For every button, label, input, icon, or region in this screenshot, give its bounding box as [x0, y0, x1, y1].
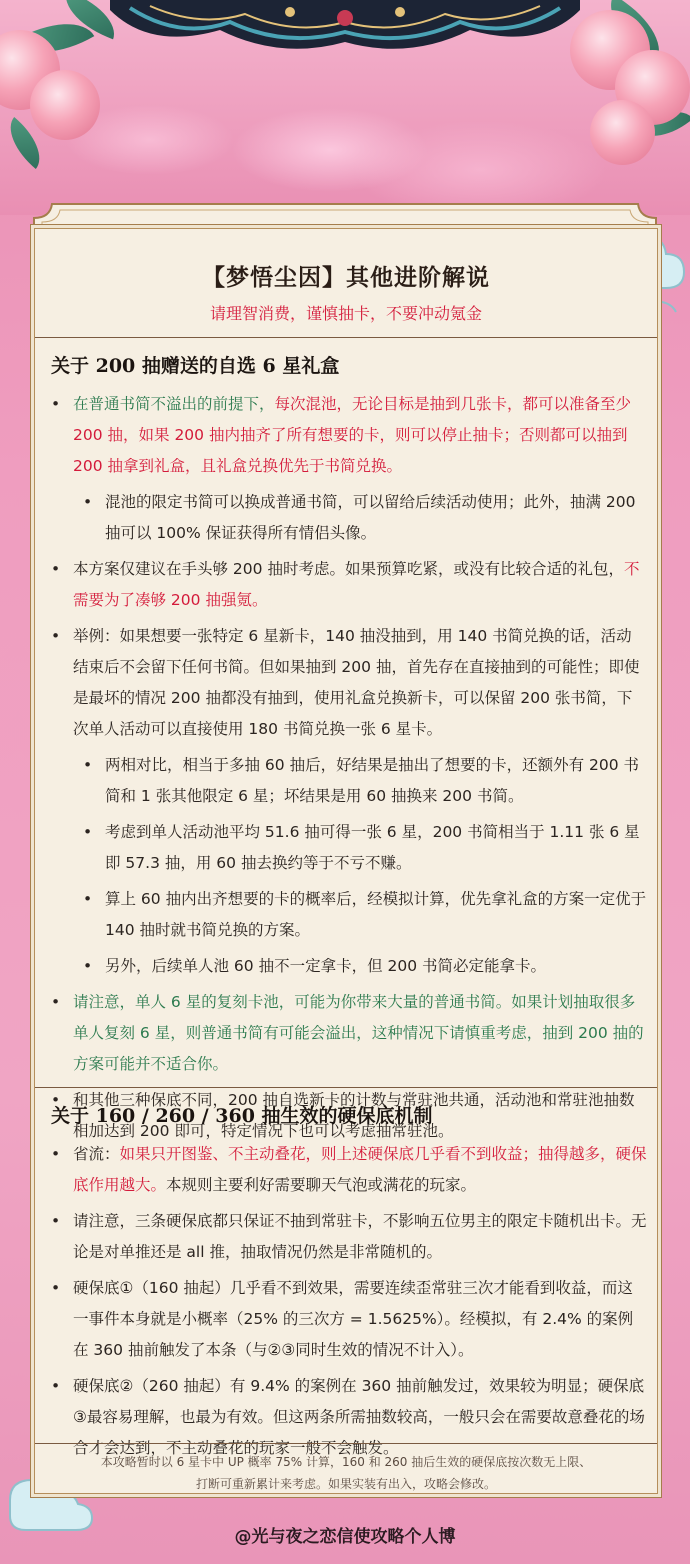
- divider: [35, 337, 657, 338]
- warning-subtitle: 请理智消费，谨慎抽卡，不要冲动氪金: [209, 304, 482, 323]
- footnote: [35, 1451, 657, 1495]
- list-item-text: 两相对比，相当于多抽 60 抽后，好结果是抽出了想要的卡，还额外有 200 书简和 1 张其他限定 6 星；坏结果是用 60 抽换来 200 书简。: [105, 756, 640, 805]
- page-title: 【梦悟尘因】其他进阶解说: [202, 264, 490, 291]
- peach-decoration: [30, 70, 100, 140]
- list-item: [47, 1273, 647, 1366]
- list-item: [47, 1139, 647, 1201]
- list-item: [47, 389, 647, 482]
- list-item-text: 本方案仅建议在手头够 200 抽时考虑。如果预算吃紧，或没有比较合适的礼包，: [73, 560, 624, 578]
- footnote-line: 打断可重新累计来考虑。如果实装有出入，攻略会修改。: [195, 1477, 496, 1491]
- list-item-text: 每次混池，无论目标是抽到几张卡，都可以准备至少 200 抽，如果 200 抽内抽齐了所有想要的卡，则可以停止抽卡；否则都可以抽到 200 抽拿到礼盒，且礼盒兑换优先于书简兑换。: [73, 395, 632, 475]
- sub-list-item: [47, 817, 647, 879]
- list-item-text: 请注意，三条硬保底都只保证不抽到常驻卡，不影响五位男主的限定卡随机出卡。无论是对单推还是 all 推，抽取情况仍然是非常随机的。: [73, 1212, 647, 1261]
- embroidered-collar-ornament: [110, 0, 580, 60]
- list-item-text: 硬保底①（160 抽起）几乎看不到效果，需要连续歪常驻三次才能看到收益，而这一事件本身就是小概率（25% 的三次方 = 1.5625%）。经模拟，有 2.4% 的案例在 360 抽前触发了本条（与②③同时生效的情况不计入）。: [73, 1279, 634, 1359]
- list-item-text: 请注意，单人 6 星的复刻卡池，可能为你带来大量的普通书简。如果计划抽取很多单人复刻 6 星，则普通书简有可能会溢出，这种情况下请慎重考虑，抽到 200 抽的方案可能并不适合你。: [73, 993, 644, 1073]
- list-item-text: 硬保底②（260 抽起）有 9.4% 的案例在 360 抽前触发过，效果较为明显；硬保底③最容易理解，也最为有效。但这两条所需抽数较高，一般只会在需要故意叠花的场合才会达到，不主动叠花的玩家一般不会触发。: [73, 1377, 645, 1457]
- footnote-line: 本攻略暂时以 6 星卡中 UP 概率 75% 计算，160 和 260 抽后生效的硬保底按次数无上限、: [100, 1455, 592, 1469]
- sub-list-item: [47, 750, 647, 812]
- list-item-text: 另外，后续单人池 60 抽不一定拿卡，但 200 书简必定能拿卡。: [105, 957, 547, 975]
- list-item-text: 本规则主要利好需要聊天气泡或满花的玩家。: [166, 1176, 477, 1194]
- list-item-text: 举例：如果想要一张特定 6 星新卡，140 抽没抽到，用 140 书简兑换的话，活动结束后不会留下任何书简。但如果抽到 200 抽，首先存在直接抽到的可能性；即使是最坏的情况 200 抽都没有抽到，使用礼盒兑换新卡，可以保留 200 张书简，下次单人活动可以直接使用 180 书简兑换一张 6 星卡。: [73, 627, 640, 738]
- section-title-hard-pity: 关于 160 / 260 / 360 抽生效的硬保底机制: [51, 1105, 433, 1127]
- list-item: [47, 1206, 647, 1268]
- section-title-gift-box: 关于 200 抽赠送的自选 6 星礼盒: [51, 355, 340, 377]
- list-item: [47, 554, 647, 616]
- list-item-text: 考虑到单人活动池平均 51.6 抽可得一张 6 星，200 书简相当于 1.11 张 6 星即 57.3 抽，用 60 抽去换约等于不亏不赚。: [105, 823, 640, 872]
- list-item-text: 算上 60 抽内出齐想要的卡的概率后，经模拟计算，优先拿礼盒的方案一定优于 140 抽时就书简兑换的方案。: [105, 890, 647, 939]
- peach-decoration: [590, 100, 655, 165]
- gift-box-list: [47, 389, 647, 1147]
- list-item-text: 混池的限定书简可以换成普通书简，可以留给后续活动使用；此外，抽满 200 抽可以 100% 保证获得所有情侣头像。: [105, 493, 636, 542]
- author-credit: @光与夜之恋信使攻略个人博: [234, 1527, 456, 1547]
- guide-card: [34, 228, 658, 1494]
- list-item-text: 如果只开图鉴、不主动叠花，则上述硬保底几乎看不到收益；抽得越多，硬保底作用越大。: [73, 1145, 647, 1194]
- list-item-text: 不需要为了凑够 200 抽强氪。: [73, 560, 640, 609]
- list-item-text: 在普通书简不溢出的前提下，: [73, 395, 275, 413]
- divider: [35, 1087, 657, 1088]
- divider: [35, 1443, 657, 1444]
- list-item: [47, 987, 647, 1080]
- sub-list-item: [47, 487, 647, 549]
- hard-pity-list: [47, 1139, 647, 1464]
- list-item-text: 和其他三种保底不同，200 抽自选新卡的计数与常驻池共通，活动池和常驻池抽数相加达到 200 即可，特定情况下也可以考虑抽常驻池。: [73, 1091, 635, 1140]
- list-item-text: 省流：: [73, 1145, 120, 1163]
- sub-list-item: [47, 951, 647, 982]
- sub-list-item: [47, 884, 647, 946]
- list-item: [47, 621, 647, 745]
